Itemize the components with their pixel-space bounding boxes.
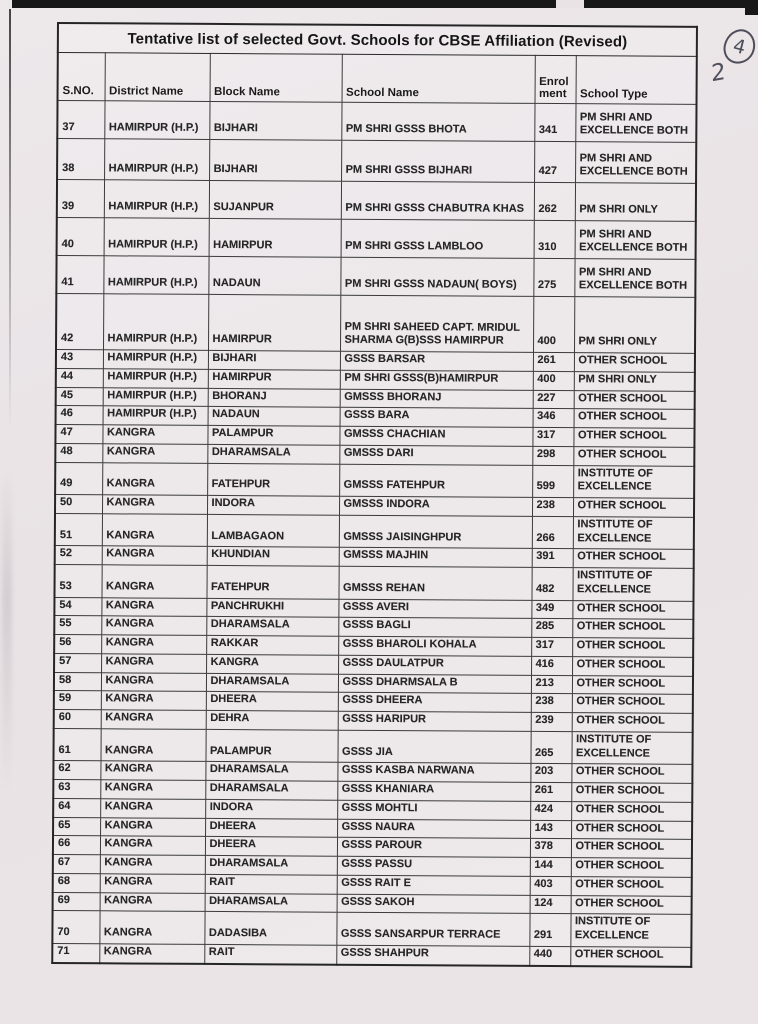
cell-type: OTHER SCHOOL (572, 713, 693, 732)
cell-sno: 54 (54, 597, 101, 616)
cell-enrolment: 266 (532, 516, 573, 549)
cell-sno: 51 (55, 513, 102, 546)
cell-enrolment: 424 (530, 801, 571, 820)
header-row (58, 53, 697, 105)
cell-sno: 52 (55, 546, 102, 565)
cell-school: GMSSS INDORA (339, 496, 532, 516)
scan-edge-top (12, 0, 758, 8)
cell-school: GMSSS DARI (339, 445, 532, 465)
cell-school: PM SHRI GSSS CHABUTRA KHAS (341, 181, 534, 220)
cell-school: GSSS DHEERA (338, 692, 531, 712)
cell-block: RAIT (204, 944, 336, 964)
cell-type: OTHER SCHOOL (573, 446, 694, 465)
cell-district: HAMIRPUR (H.P.) (104, 139, 209, 181)
column-header-district: District Name (105, 53, 210, 102)
cell-district: KANGRA (100, 817, 205, 836)
cell-enrolment: 144 (530, 857, 571, 876)
cell-school: GSSS AVERI (338, 599, 531, 619)
cell-school: GSSS JIA (337, 730, 530, 764)
cell-district: KANGRA (99, 944, 204, 964)
cell-district: KANGRA (102, 444, 207, 463)
cell-district: HAMIRPUR (H.P.) (103, 256, 208, 295)
cell-school: GSSS BARA (340, 407, 533, 427)
cell-enrolment: 285 (531, 619, 572, 638)
cell-block: DHEERA (206, 692, 338, 712)
cell-block: BIJHARI (209, 139, 341, 181)
cell-sno: 58 (54, 672, 101, 691)
cell-district: KANGRA (101, 565, 206, 598)
cell-school: GSSS BHAROLI KOHALA (338, 636, 531, 656)
cell-sno: 45 (56, 387, 103, 406)
cell-sno: 40 (57, 218, 104, 256)
cell-sno: 60 (54, 709, 101, 728)
cell-school: PM SHRI GSSS LAMBLOO (341, 219, 534, 258)
cell-sno: 47 (55, 424, 102, 443)
cell-block: PALAMPUR (205, 729, 337, 762)
cell-school: GSSS DAULATPUR (338, 655, 531, 675)
cell-enrolment: 391 (532, 549, 573, 568)
table-row (52, 943, 691, 966)
cell-block: KANGRA (206, 654, 338, 674)
cell-block: HAMIRPUR (208, 294, 340, 351)
table-row (54, 564, 693, 600)
cell-school: PM SHRI GSSS BHOTA (341, 102, 534, 141)
cell-school: PM SHRI GSSS NADAUN( BOYS) (340, 257, 533, 296)
cell-school: GMSSS JAISINGHPUR (339, 515, 532, 549)
column-header-type: School Type (576, 56, 697, 105)
cell-school: GSSS SAKOH (337, 894, 530, 914)
cell-type: OTHER SCHOOL (571, 876, 692, 895)
cell-block: DHARAMSALA (205, 893, 337, 913)
cell-district: HAMIRPUR (H.P.) (103, 369, 208, 388)
table-row (57, 139, 696, 184)
cell-enrolment: 346 (533, 409, 574, 428)
cell-school: GSSS DHARMSALA B (338, 674, 531, 694)
cell-sno: 49 (55, 462, 102, 495)
cell-district: KANGRA (102, 495, 207, 514)
cell-block: RAKKAR (206, 635, 338, 655)
table-row (52, 911, 691, 947)
cell-block: FATEHPUR (206, 565, 338, 598)
cell-type: OTHER SCHOOL (573, 428, 694, 447)
cell-school: PM SHRI GSSS BIJHARI (341, 140, 534, 182)
cell-type: OTHER SCHOOL (572, 656, 693, 675)
cell-school: GMSSS MAJHIN (339, 547, 532, 567)
cell-sno: 68 (53, 873, 100, 892)
cell-enrolment: 291 (529, 914, 570, 947)
cell-sno: 55 (54, 616, 101, 635)
table-row (57, 218, 696, 260)
cell-enrolment: 400 (533, 371, 574, 390)
cell-district: HAMIRPUR (H.P.) (103, 350, 208, 369)
cell-district: KANGRA (100, 761, 205, 780)
cell-school: GSSS NAURA (337, 819, 530, 839)
cell-type: OTHER SCHOOL (572, 619, 693, 638)
cell-block: DHEERA (205, 818, 337, 838)
cell-type: INSTITUTE OF EXCELLENCE (573, 465, 694, 498)
table-row (55, 462, 694, 498)
cell-sno: 39 (57, 180, 104, 218)
cell-district: KANGRA (101, 672, 206, 691)
cell-block: DHARAMSALA (206, 617, 338, 637)
cell-block: NADAUN (208, 256, 340, 295)
schools-table (51, 22, 698, 967)
cell-block: DEHRA (206, 710, 338, 730)
cell-block: INDORA (205, 799, 337, 819)
cell-block: DHARAMSALA (207, 444, 339, 464)
cell-enrolment: 238 (531, 694, 572, 713)
cell-school: GMSSS FATEHPUR (339, 464, 532, 498)
cell-block: PALAMPUR (207, 425, 339, 445)
cell-enrolment: 227 (533, 390, 574, 409)
cell-sno: 71 (52, 943, 99, 963)
cell-enrolment: 310 (534, 220, 575, 258)
table-row (56, 294, 695, 354)
cell-block: DHARAMSALA (205, 780, 337, 800)
cell-sno: 53 (54, 564, 101, 597)
cell-type: OTHER SCHOOL (573, 498, 694, 517)
cell-district: KANGRA (101, 654, 206, 673)
table-row (55, 513, 694, 549)
cell-district: KANGRA (101, 710, 206, 729)
cell-sno: 65 (53, 817, 100, 836)
cell-block: PANCHRUKHI (206, 598, 338, 618)
cell-sno: 44 (56, 368, 103, 387)
cell-school: GMSSS BHORANJ (340, 389, 533, 409)
cell-district: KANGRA (102, 425, 207, 444)
cell-district: KANGRA (102, 514, 207, 547)
cell-enrolment: 265 (530, 731, 571, 764)
cell-enrolment: 143 (530, 820, 571, 839)
column-header-block: Block Name (210, 53, 342, 102)
cell-district: HAMIRPUR (H.P.) (103, 406, 208, 425)
cell-sno: 43 (56, 350, 103, 369)
cell-enrolment: 349 (531, 600, 572, 619)
cell-district: KANGRA (99, 911, 204, 944)
cell-type: OTHER SCHOOL (571, 783, 692, 802)
cell-type: OTHER SCHOOL (574, 409, 695, 428)
cell-enrolment: 262 (534, 182, 575, 220)
cell-enrolment: 427 (534, 141, 575, 182)
cell-type: PM SHRI ONLY (575, 183, 696, 222)
cell-district: KANGRA (100, 874, 205, 893)
cell-enrolment: 213 (531, 675, 572, 694)
cell-sno: 67 (53, 854, 100, 873)
cell-district: KANGRA (100, 729, 205, 762)
column-header-enrolment: Enrol ment (535, 55, 576, 103)
cell-type: OTHER SCHOOL (572, 638, 693, 657)
cell-enrolment: 203 (530, 764, 571, 783)
cell-type: OTHER SCHOOL (571, 764, 692, 783)
scan-edge-left (9, 9, 11, 429)
cell-type: OTHER SCHOOL (572, 600, 693, 619)
cell-type: OTHER SCHOOL (574, 390, 695, 409)
handwritten-page-number: 2 (710, 58, 726, 88)
cell-type: OTHER SCHOOL (571, 858, 692, 877)
cell-school: GMSSS REHAN (338, 566, 531, 600)
table-row (57, 180, 696, 222)
cell-block: DHEERA (205, 837, 337, 857)
cell-enrolment: 239 (531, 712, 572, 731)
cell-school: GMSSS CHACHIAN (339, 426, 532, 446)
cell-sno: 59 (54, 691, 101, 710)
cell-district: KANGRA (102, 462, 207, 495)
cell-block: LAMBAGAON (207, 514, 339, 547)
cell-district: HAMIRPUR (H.P.) (104, 180, 209, 219)
cell-enrolment: 403 (530, 876, 571, 895)
scan-edge-top-gap (556, 0, 584, 8)
cell-sno: 56 (54, 634, 101, 653)
cell-district: HAMIRPUR (H.P.) (103, 294, 208, 351)
cell-school: GSSS RAIT E (337, 875, 530, 895)
cell-block: DHARAMSALA (206, 673, 338, 693)
cell-enrolment: 261 (530, 782, 571, 801)
cell-type: PM SHRI ONLY (574, 371, 695, 390)
cell-enrolment: 482 (531, 567, 572, 600)
cell-sno: 50 (55, 494, 102, 513)
cell-sno: 64 (53, 798, 100, 817)
cell-sno: 48 (55, 443, 102, 462)
cell-district: KANGRA (101, 616, 206, 635)
cell-enrolment: 599 (532, 465, 573, 498)
cell-type: INSTITUTE OF EXCELLENCE (573, 516, 694, 549)
table-row (57, 101, 696, 143)
cell-block: HAMIRPUR (209, 218, 341, 257)
cell-block: BIJHARI (209, 101, 341, 140)
cell-block: DADASIBA (204, 912, 336, 945)
cell-sno: 57 (54, 653, 101, 672)
cell-school: GSSS MOHTLI (337, 800, 530, 820)
cell-block: DHARAMSALA (205, 855, 337, 875)
handwritten-circled-number (720, 26, 758, 67)
cell-type: OTHER SCHOOL (573, 549, 694, 568)
cell-enrolment: 124 (530, 895, 571, 914)
cell-school: GSSS HARIPUR (338, 711, 531, 731)
cell-enrolment: 275 (533, 258, 574, 296)
cell-district: HAMIRPUR (H.P.) (104, 218, 209, 257)
cell-block: SUJANPUR (209, 180, 341, 219)
cell-enrolment: 416 (531, 656, 572, 675)
cell-sno: 69 (53, 892, 100, 911)
cell-block: INDORA (207, 495, 339, 515)
cell-type: OTHER SCHOOL (571, 839, 692, 858)
cell-district: KANGRA (100, 892, 205, 911)
cell-type: PM SHRI AND EXCELLENCE BOTH (574, 259, 695, 298)
scan-edge-top-right-corner (745, 0, 758, 15)
cell-type: OTHER SCHOOL (571, 820, 692, 839)
cell-sno: 46 (56, 406, 103, 425)
cell-district: KANGRA (100, 855, 205, 874)
cell-type: PM SHRI AND EXCELLENCE BOTH (575, 221, 696, 260)
cell-block: BIJHARI (208, 350, 340, 370)
cell-district: KANGRA (100, 799, 205, 818)
cell-type: OTHER SCHOOL (571, 801, 692, 820)
handwritten-circled-number-text: 4 (730, 34, 749, 59)
cell-block: DHARAMSALA (205, 762, 337, 782)
cell-district: KANGRA (101, 597, 206, 616)
cell-type: OTHER SCHOOL (571, 895, 692, 914)
cell-school: GSSS SANSARPUR TERRACE (336, 912, 529, 946)
cell-school: PM SHRI GSSS(B)HAMIRPUR (340, 370, 533, 390)
cell-type: INSTITUTE OF EXCELLENCE (571, 731, 692, 764)
cell-district: KANGRA (100, 836, 205, 855)
cell-block: BHORANJ (208, 388, 340, 408)
cell-sno: 38 (57, 139, 104, 180)
cell-school: GSSS BARSAR (340, 351, 533, 371)
cell-school: GSSS SHAHPUR (336, 945, 529, 965)
cell-block: NADAUN (208, 407, 340, 427)
cell-type: PM SHRI AND EXCELLENCE BOTH (575, 142, 696, 184)
cell-type: PM SHRI ONLY (574, 297, 695, 354)
cell-enrolment: 378 (530, 839, 571, 858)
table-row (53, 728, 692, 764)
cell-district: KANGRA (100, 780, 205, 799)
cell-sno: 63 (53, 779, 100, 798)
cell-type: INSTITUTE OF EXCELLENCE (572, 568, 693, 601)
cell-type: OTHER SCHOOL (574, 353, 695, 372)
cell-enrolment: 317 (532, 427, 573, 446)
cell-enrolment: 298 (532, 446, 573, 465)
cell-block: RAIT (205, 874, 337, 894)
cell-district: HAMIRPUR (H.P.) (103, 387, 208, 406)
column-header-sno: S.NO. (58, 53, 105, 101)
cell-district: KANGRA (101, 635, 206, 654)
cell-sno: 62 (53, 761, 100, 780)
cell-school: GSSS KHANIARA (337, 781, 530, 801)
cell-school: GSSS PASSU (337, 856, 530, 876)
table-body (52, 101, 696, 967)
cell-enrolment: 238 (532, 497, 573, 516)
document-title: Tentative list of selected Govt. Schools for CBSE Affiliation (Revised) (58, 23, 697, 56)
cell-enrolment: 317 (531, 637, 572, 656)
cell-enrolment: 400 (533, 296, 574, 352)
cell-sno: 37 (57, 101, 104, 139)
column-header-school: School Name (342, 54, 535, 103)
cell-block: FATEHPUR (207, 463, 339, 496)
cell-type: PM SHRI AND EXCELLENCE BOTH (575, 104, 696, 143)
cell-sno: 70 (52, 911, 99, 944)
cell-district: KANGRA (101, 691, 206, 710)
cell-sno: 61 (53, 728, 100, 761)
cell-district: KANGRA (102, 546, 207, 565)
cell-sno: 66 (53, 836, 100, 855)
cell-enrolment: 261 (533, 352, 574, 371)
cell-school: PM SHRI SAHEED CAPT. MRIDUL SHARMA G(B)SSS HAMIRPUR (340, 295, 533, 352)
cell-school: GSSS PAROUR (337, 837, 530, 857)
cell-type: INSTITUTE OF EXCELLENCE (570, 914, 691, 947)
cell-sno: 42 (56, 294, 103, 350)
cell-sno: 41 (56, 256, 103, 294)
cell-block: KHUNDIAN (207, 547, 339, 567)
cell-enrolment: 341 (534, 103, 575, 141)
cell-enrolment: 440 (529, 946, 570, 966)
scan-smudge-left (2, 470, 12, 790)
cell-school: GSSS KASBA NARWANA (337, 762, 530, 782)
cell-type: OTHER SCHOOL (572, 694, 693, 713)
cell-type: OTHER SCHOOL (572, 675, 693, 694)
table-row (56, 256, 695, 298)
cell-type: OTHER SCHOOL (570, 946, 691, 966)
cell-school: GSSS BAGLI (338, 617, 531, 637)
cell-block: HAMIRPUR (208, 369, 340, 389)
table-title-row (58, 23, 697, 56)
cell-district: HAMIRPUR (H.P.) (104, 101, 209, 140)
